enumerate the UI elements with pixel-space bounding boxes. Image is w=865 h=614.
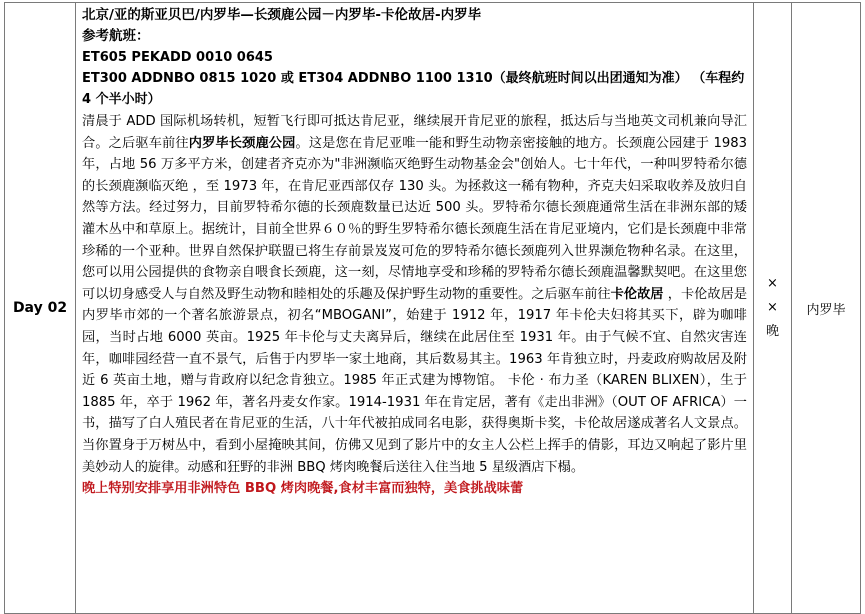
itinerary-row-day-02: [5, 3, 861, 614]
breakfast-mark: ×: [767, 276, 778, 291]
dinner-mark: 晚: [765, 324, 779, 339]
hotel-cell: [792, 3, 861, 614]
hotel-name: 内罗毕: [806, 302, 846, 318]
karen-house-name: 卡伦故居: [610, 286, 664, 302]
day-cell: [5, 3, 76, 614]
giraffe-park-name: 内罗毕长颈鹿公园: [188, 135, 296, 151]
dinner-note: 晚上特别安排享用非洲特色 BBQ 烤肉晚餐,食材丰富而独特，美食挑战味蕾: [82, 481, 524, 497]
flight-2: ET300 ADDNBO 0815 1020 或 ET304 ADDNBO 1100 1310（最终航班时间以出团通知为准） （车程约 4 个半小时）: [82, 71, 745, 107]
day-description: [82, 111, 747, 478]
content-cell: [76, 3, 754, 614]
flights-heading: 参考航班：: [82, 28, 150, 44]
itinerary-table: [4, 2, 861, 614]
description-part-1: 清晨于 ADD 国际机场转机，短暂飞行即可抵达肯尼亚，继续展开肯尼亚的旅程，抵达后与当地英文司机兼向导汇合。之后驱车前往: [82, 114, 747, 151]
flight-1: ET605 PEKADD 0010 0645: [82, 50, 273, 65]
meals-cell: [754, 3, 792, 614]
lunch-mark: ×: [767, 300, 778, 315]
description-part-3: ，卡伦故居是内罗毕市郊的一个著名旅游景点，初名“MBOGANI”，始建于 1912 年，1917 年卡伦夫妇将其买下，辟为咖啡园，当时占地 6000 英亩。1925 年卡伦与丈夫离异后，继续在此居住至 1931 年。由于气候不宜、自然灾害连年，咖啡园经营一直不景气，后售于内罗毕一家土地商，其后数易其主。1963 年肯独立时，丹麦政府购故居及附近 6 英亩土地，赠与肯政府以纪念肯独立。1985 年正式建为博物馆。 卡伦 · 布力圣（KAREN BLIXEN），生于 1885 年，卒于 1962 年，著名丹麦女作家。1914-1931 年在肯定居，著有《走出非洲》（OUT OF AFRICA）一书，描写了白人殖民者在肯尼亚的生活，八十年代被拍成同名电影，获得奥斯卡奖，卡伦故居遂成著名人文景点。当你置身于万树丛中，看到小屋掩映其间，仿佛又见到了影片中的女主人公栏上挥手的倩影，耳边又响起了影片里美妙动人的旋律。动感和狂野的非洲 BBQ 烤肉晚餐后送往入住当地 5 星级酒店下榻。: [82, 286, 748, 475]
day-label: Day 02: [12, 300, 68, 316]
route-title: 北京/亚的斯亚贝巴/内罗毕—长颈鹿公园－内罗毕-卡伦故居-内罗毕: [82, 7, 482, 23]
description-part-2: 。这是您在肯尼亚唯一能和野生动物亲密接触的地方。长颈鹿公园建于 1983 年，占地 56 万多平方米，创建者齐克亦为"非洲濒临灭绝野生动物基金会"创始人。七十年代，一种叫罗特希尔德的长颈鹿濒临灭绝 ，至 1973 年，在肯尼亚西部仅存 130 头。为拯救这一稀有物种，齐克夫妇采取收养及放归自然等方法。经过努力，目前罗特希尔德的长颈鹿数量已达近 500 头。罗特希尔德长颈鹿通常生活在非洲东部的矮灌木丛中和草原上。据统计，目前全世界６０％的野生罗特希尔德长颈鹿生活在肯尼亚境内，它们是长颈鹿中非常珍稀的一个亚种。世界自然保护联盟已将生存前景岌岌可危的罗特希尔德长颈鹿列入世界濒危物种名录。在这里，您可以用公园提供的食物亲自喂食长颈鹿，这一刻，尽情地享受和珍稀的罗特希尔德长颈鹿温馨默契吧。在这里您可以切身感受人与自然及野生动物和睦相处的乐趣及保护野生动物的重要性。之后驱车前往: [82, 135, 748, 302]
